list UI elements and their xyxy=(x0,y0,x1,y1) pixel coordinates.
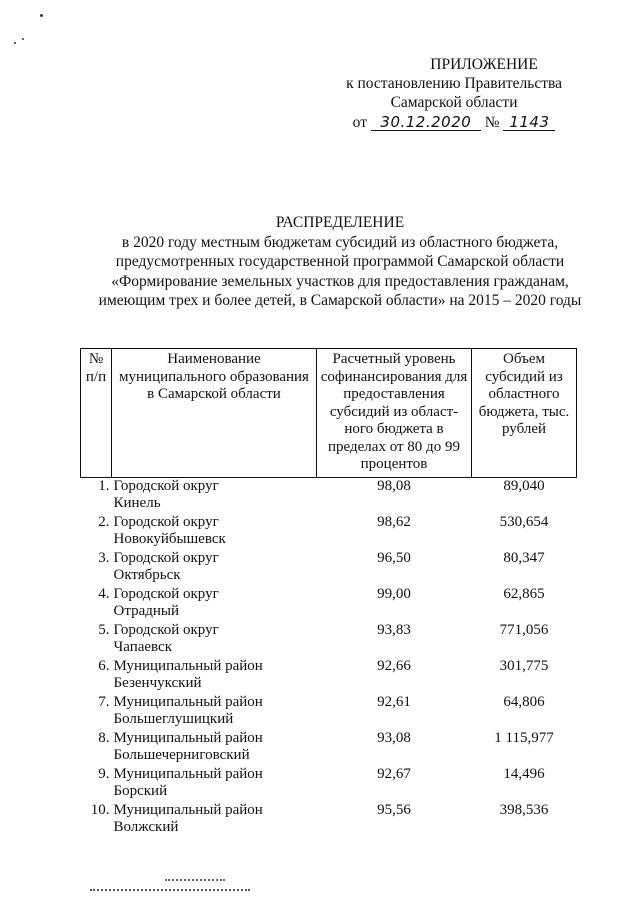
municipality-name: Отрадный xyxy=(113,603,179,619)
row-rate: 92,67 xyxy=(377,765,411,782)
scan-speck xyxy=(14,42,16,44)
document-heading xyxy=(60,213,620,311)
municipality-name: Кинель xyxy=(113,495,161,511)
handwritten-number: 1143 xyxy=(503,114,555,131)
date-prefix: от xyxy=(352,114,367,131)
municipality-type: Муниципальный район xyxy=(113,729,263,746)
table-row xyxy=(81,658,577,694)
scan-artifact xyxy=(165,879,225,887)
table-row xyxy=(81,514,577,550)
row-rate: 98,08 xyxy=(377,477,411,494)
row-volume: 771,056 xyxy=(499,621,549,638)
row-volume: 64,806 xyxy=(503,693,545,710)
municipality-type: Городской округ xyxy=(113,513,219,530)
municipality-name: Безенчукский xyxy=(113,675,202,691)
row-rate: 95,56 xyxy=(377,801,411,818)
row-volume: 301,775 xyxy=(499,657,549,674)
municipality-type: Городской округ xyxy=(113,585,219,602)
municipality-type: Муниципальный район xyxy=(113,801,263,818)
table-row xyxy=(81,550,577,586)
row-municipality xyxy=(112,550,317,586)
scan-speck xyxy=(40,14,43,17)
header-municipality: Наименование муниципального образования в Самарской области xyxy=(112,349,317,478)
municipality-name: Новокуйбышевск xyxy=(113,531,226,547)
heading-line-1: в 2020 году местным бюджетам субсидий из областного бюджета, xyxy=(121,233,559,251)
row-rate: 93,08 xyxy=(377,729,411,746)
row-municipality xyxy=(112,766,317,802)
row-number: 4. xyxy=(98,585,110,602)
row-volume: 80,347 xyxy=(503,549,545,566)
row-municipality xyxy=(112,658,317,694)
scan-artifact xyxy=(90,889,250,897)
appendix-block xyxy=(346,55,562,132)
heading-line-2: предусмотренных государственной программой Самарской области xyxy=(115,253,565,270)
row-rate: 93,83 xyxy=(377,621,411,638)
row-volume: 530,654 xyxy=(499,513,549,530)
heading-title: РАСПРЕДЕЛЕНИЕ xyxy=(275,214,405,231)
table-row xyxy=(81,694,577,730)
table-row xyxy=(81,477,577,514)
table-row xyxy=(81,766,577,802)
row-municipality xyxy=(112,622,317,658)
municipality-type: Городской округ xyxy=(113,549,219,566)
appendix-line-1: к постановлению Правительства xyxy=(346,75,562,92)
row-rate: 96,50 xyxy=(377,549,411,566)
row-number: 7. xyxy=(98,693,110,710)
header-subsidy-volume: Объем субсидий из областного бюджета, тыс. рублей xyxy=(472,349,577,478)
handwritten-date: 30.12.2020 xyxy=(371,114,481,131)
row-municipality xyxy=(112,514,317,550)
row-municipality xyxy=(112,694,317,730)
header-number: № п/п xyxy=(81,349,112,478)
row-number: 1. xyxy=(98,477,110,494)
number-prefix: № xyxy=(484,114,500,131)
row-rate: 99,00 xyxy=(377,585,411,602)
heading-line-4: имеющим трех и более детей, в Самарской области» на 2015 – 2020 годы xyxy=(98,292,582,309)
appendix-line-2: Самарской области xyxy=(390,94,518,111)
heading-line-3: «Формирование земельных участков для предоставления гражданам, xyxy=(111,272,569,290)
row-number: 2. xyxy=(98,513,110,530)
municipality-type: Городской округ xyxy=(113,621,219,638)
table-row xyxy=(81,622,577,658)
municipality-name: Чапаевск xyxy=(113,639,172,655)
row-volume: 398,536 xyxy=(499,801,549,818)
municipality-name: Борский xyxy=(113,783,168,799)
row-rate: 92,61 xyxy=(377,693,411,710)
row-number: 10. xyxy=(90,801,110,818)
municipality-name: Октябрьск xyxy=(113,567,181,583)
row-number: 9. xyxy=(98,765,110,782)
municipality-type: Муниципальный район xyxy=(113,657,263,674)
table-header-row xyxy=(81,349,577,478)
municipality-name: Большеглушицкий xyxy=(113,711,234,727)
appendix-title: ПРИЛОЖЕНИЕ xyxy=(430,56,538,73)
row-number: 5. xyxy=(98,621,110,638)
appendix-date-line xyxy=(346,113,562,132)
row-number: 8. xyxy=(98,729,110,746)
row-volume: 14,496 xyxy=(503,765,545,782)
row-volume: 62,865 xyxy=(503,585,545,602)
table-row xyxy=(81,802,577,838)
row-number: 3. xyxy=(98,549,110,566)
municipality-type: Муниципальный район xyxy=(113,693,263,710)
header-cofinancing-rate: Расчетный уровень софинансирования для предоставления субсидий из област-ного бюджета в пределах от 80 до 99 процентов xyxy=(317,349,472,478)
scan-speck xyxy=(22,38,24,40)
table-row xyxy=(81,730,577,766)
row-rate: 92,66 xyxy=(377,657,411,674)
row-municipality xyxy=(112,586,317,622)
row-municipality xyxy=(112,802,317,838)
row-rate: 98,62 xyxy=(377,513,411,530)
row-number: 6. xyxy=(98,657,110,674)
municipality-type: Муниципальный район xyxy=(113,765,263,782)
row-municipality xyxy=(112,730,317,766)
municipality-type: Городской округ xyxy=(113,477,219,494)
row-volume: 89,040 xyxy=(503,477,545,494)
municipality-name: Волжский xyxy=(113,819,179,835)
row-municipality xyxy=(112,477,317,514)
table-row xyxy=(81,586,577,622)
distribution-table xyxy=(80,348,577,838)
row-volume: 1 115,977 xyxy=(494,729,554,746)
municipality-name: Большечерниговский xyxy=(113,747,250,763)
